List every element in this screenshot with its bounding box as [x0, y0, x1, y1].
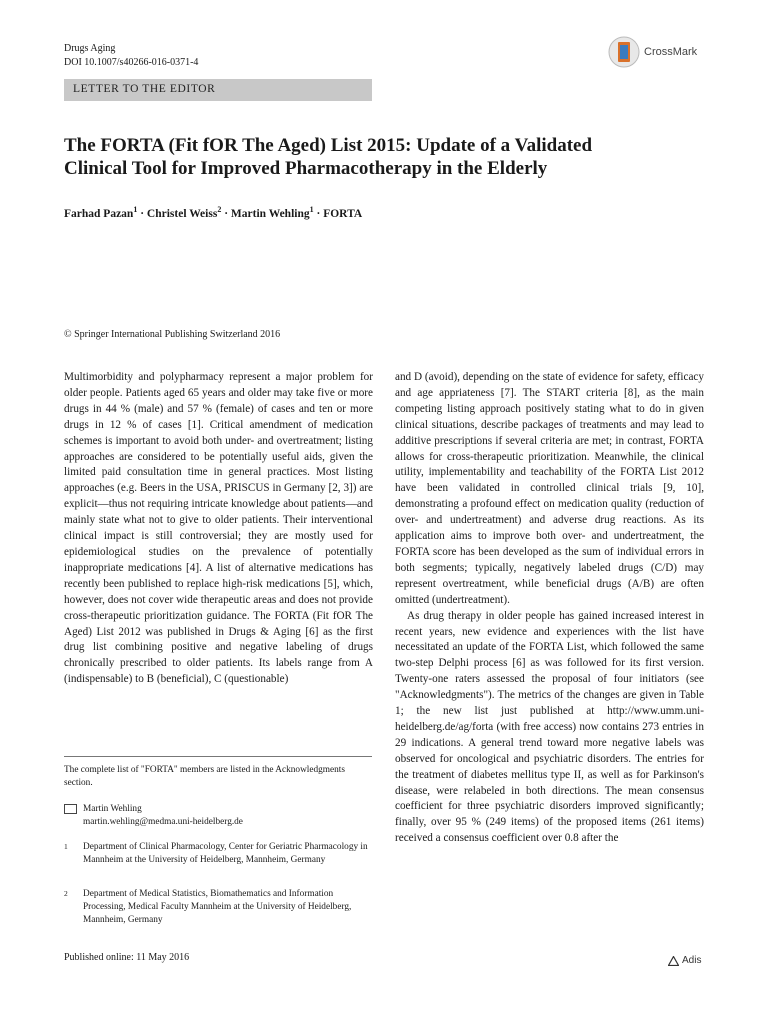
article-title: [64, 134, 664, 180]
author-1: Farhad Pazan: [64, 207, 134, 220]
author-separator: ·: [313, 207, 324, 220]
footnote-divider: [64, 756, 372, 757]
body-column-left: [64, 370, 373, 688]
envelope-icon: [64, 804, 77, 814]
affiliation-text: Department of Clinical Pharmacology, Center for Geriatric Pharmacology in Mannheim at the University of Heidelberg, Mannheim, Germany: [83, 842, 368, 865]
crossmark-label: CrossMark: [644, 46, 698, 58]
article-type-banner: [64, 79, 372, 101]
affiliation-2: [64, 888, 372, 928]
author-2-affiliation: 2: [217, 205, 222, 214]
publisher-logo: [668, 955, 701, 966]
author-4: FORTA: [323, 207, 363, 220]
author-separator: ·: [137, 207, 147, 220]
author-separator: ·: [221, 207, 231, 220]
author-3-affiliation: 1: [309, 205, 314, 214]
correspondence: [64, 803, 372, 829]
article-type: LETTER TO THE EDITOR: [73, 83, 216, 95]
forta-members-note: The complete list of "FORTA" members are listed in the Acknowledgments section.: [64, 765, 346, 788]
crossmark-badge[interactable]: [608, 34, 718, 70]
doi: DOI 10.1007/s40266-016-0371-4: [64, 57, 199, 68]
affiliation-number: 1: [64, 842, 68, 851]
body-column-right: [395, 370, 704, 847]
title-line-1: The FORTA (Fit fOR The Aged) List 2015: Update of a Validated: [64, 135, 593, 156]
body-paragraph: Multimorbidity and polypharmacy represent a major problem for older people. Patients aged 65 years and older may take five or more drugs in 44 % (male) and 57 % (female) of cases and ten or more drugs in 12 % of cases [1]. Critical amendment of medication schemes is important to avoid both under- and overtreatment; listing approaches are considered to be potentially useful aids, given the limited paid consultation time in general practices. Most listing approaches (e.g. Beers in the USA, PRISCUS in Germany [2, 3]) are explicit—thus not requiring intricate knowledge about patients—and mainly state what not to give to older patients. Their interventional clinical impact is still controversial; they are mostly used for epidemiological studies on the prevalence of potentially inappropriate medications [4]. A list of alternative medications has recently been published to replace high-risk medications [5], which, however, does not cover wide therapeutic areas and does not provide cross-therapeutic prioritization guidance. The FORTA (Fit fOR The Aged) List 2012 was published in Drugs & Aging [6] as the first drug list combining positive and negative labeling of drugs chronically prescribed to older patients. Its labels range from A (indispensable) to B (beneficial), C (questionable): [64, 371, 373, 686]
contact-email[interactable]: martin.wehling@medma.uni-heidelberg.de: [83, 816, 243, 827]
adis-triangle-icon: [668, 956, 679, 966]
author-list: [64, 205, 362, 220]
author-1-affiliation: 1: [133, 205, 138, 214]
publication-date: Published online: 11 May 2016: [64, 952, 190, 963]
contact-name: Martin Wehling: [83, 804, 142, 814]
title-line-2: Clinical Tool for Improved Pharmacotherapy in the Elderly: [64, 158, 548, 179]
body-paragraph: As drug therapy in older people has gained increased interest in recent years, new evidence and experiences with the list have necessitated an update of the FORTA List, which followed the same two-step Delphi process [6] as was followed for its first version. Twenty-one raters assessed the proposal of four initiators (see "Acknowledgments"). The metrics of the changes are given in Table 1; the new list just published at http://www.umm.uni-heidelberg.de/ag/forta (with free access) now contains 273 entries in 29 indications. A general trend toward more negative labels was observed for oncological and psychiatric disorders. The entries for the treatment of diabetes mellitus type II, as well as for Parkinson's disease, were relabeled in both directions. The mean consensus coefficient for three psychiatric disorders improved significantly; finally, over 95 % (249 items) of the proposed items (261 items) received a consensus coefficient over 0.8 after the: [395, 609, 704, 845]
publisher-name: Adis: [682, 955, 702, 966]
affiliation-1: [64, 841, 372, 881]
affiliation-number: 2: [64, 889, 68, 898]
author-2: Christel Weiss: [146, 207, 218, 220]
journal-name: Drugs Aging: [64, 43, 116, 54]
crossmark-icon: [608, 36, 640, 68]
affiliation-text: Department of Medical Statistics, Biomathematics and Information Processing, Medical Faculty Mannheim at the University of Heidelberg, Mannheim, Germany: [83, 889, 352, 925]
copyright-notice: © Springer International Publishing Switzerland 2016: [64, 329, 281, 340]
body-paragraph: and D (avoid), depending on the state of evidence for safety, efficacy and age appriateness [7]. The START criteria [8], as the main competing listing approach positively stating what to do in given clinical situations, describe packages of treatments and may lead to additive prescriptions if several criteria are met; in contrast, FORTA allows for cross-therapeutic prioritization. Meanwhile, the clinical utility, implementability and teachability of the FORTA List 2012 have been validated in controlled clinical trials [9, 10], demonstrating a profound effect on medication quality (reduction of over- and undertreatment) and adverse drug reactions. As its application aims to improve both over- and undertreatment, the FORTA score has been developed as the sum of individual errors in both segments; typically, negatively labeled drugs (C/D) may represent overtreatment, while beneficial drugs (A/B) are often omitted (undertreatment).: [395, 371, 704, 606]
author-3: Martin Wehling: [230, 207, 310, 220]
